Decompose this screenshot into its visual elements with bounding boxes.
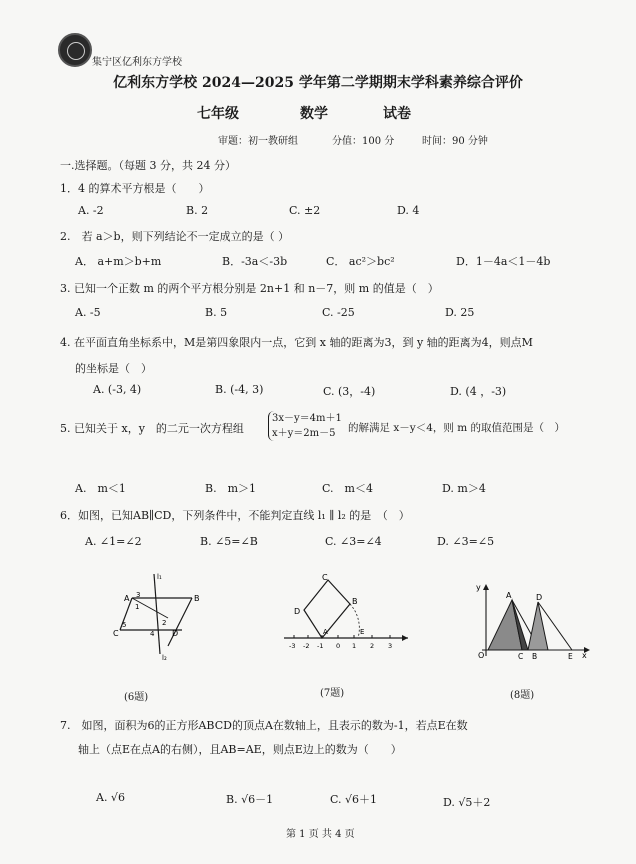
fig6-label-l2: l₂ bbox=[162, 654, 167, 662]
q2-option-d: D．1－4a＜1－4b bbox=[456, 255, 551, 268]
figure-8-caption: (8题) bbox=[510, 690, 535, 701]
question-2: 2. 若 a＞b，则下列结论不一定成立的是（ ） bbox=[60, 230, 290, 243]
paper-label: 试卷 bbox=[383, 106, 411, 122]
school-logo bbox=[58, 33, 92, 67]
q6-option-d: D. ∠3=∠5 bbox=[437, 535, 495, 548]
q1-option-d: D. 4 bbox=[397, 204, 420, 217]
q6-option-b: B. ∠5=∠B bbox=[200, 535, 258, 548]
fig6-label-3: 3 bbox=[136, 591, 141, 599]
fig7-tick-0: 0 bbox=[336, 642, 341, 650]
figure-8 bbox=[474, 582, 592, 662]
equation-1: 3x－y＝4m＋1 bbox=[272, 413, 342, 424]
q5-option-c: C. m＜4 bbox=[322, 482, 373, 495]
reviewer: 审题：初一教研组 bbox=[218, 136, 298, 147]
fig6-label-c: C bbox=[113, 629, 119, 638]
fig7-label-d: D bbox=[294, 607, 301, 616]
q2-option-a: A． a+m＞b+m bbox=[75, 255, 162, 268]
fig7-label-c: C bbox=[322, 573, 328, 582]
question-5-suffix: 的解满足 x－y＜4，则 m 的取值范围是（ ） bbox=[348, 422, 566, 434]
fig7-tick-neg2: -2 bbox=[303, 642, 310, 650]
fig6-label-a: A bbox=[124, 594, 130, 603]
q6-option-a: A. ∠1=∠2 bbox=[85, 535, 142, 548]
fig6-label-1: 1 bbox=[135, 603, 140, 611]
question-4: 4. 在平面直角坐标系中，M是第四象限内一点，它到 x 轴的距离为3，到 y 轴的距离为4，则点M bbox=[60, 336, 533, 349]
fig7-tick-2: 2 bbox=[370, 642, 375, 650]
fig7-tick-3: 3 bbox=[388, 642, 393, 650]
q2-option-b: B．-3a＜-3b bbox=[222, 255, 288, 268]
section-title: 一.选择题。（每题 3 分，共 24 分） bbox=[60, 159, 236, 172]
fig8-label-x: x bbox=[582, 651, 587, 660]
question-1: 1．4 的算术平方根是（ ） bbox=[60, 182, 210, 195]
grade: 七年级 bbox=[197, 106, 239, 122]
fig8-label-a: A bbox=[506, 591, 512, 600]
fig8-label-o: O bbox=[478, 651, 485, 660]
q4-option-a: A. (-3, 4) bbox=[93, 383, 142, 396]
q4-option-b: B. (-4, 3) bbox=[215, 383, 264, 396]
q5-option-b: B. m＞1 bbox=[205, 482, 257, 495]
figure-7 bbox=[282, 572, 412, 652]
fig7-label-b: B bbox=[352, 597, 358, 606]
fig7-tick-neg3: -3 bbox=[289, 642, 296, 650]
score: 分值：100 分 bbox=[332, 136, 395, 147]
q5-option-a: A. m＜1 bbox=[75, 482, 126, 495]
fig6-label-5: 5 bbox=[122, 621, 127, 629]
q4-option-c: C. (3，-4) bbox=[323, 385, 376, 398]
equation-system bbox=[268, 411, 342, 441]
question-6: 6．如图，已知AB∥CD，下列条件中，不能判定直线 l₁ ∥ l₂ 的是 （ ） bbox=[60, 509, 410, 522]
time-limit: 时间：90 分钟 bbox=[422, 136, 488, 147]
fig6-label-4: 4 bbox=[150, 630, 155, 638]
figure-6-caption: (6题) bbox=[124, 692, 149, 703]
fig7-tick-1: 1 bbox=[352, 642, 357, 650]
q7-option-a: A. √6 bbox=[96, 791, 125, 804]
q3-option-b: B. 5 bbox=[205, 306, 228, 319]
equation-2: x＋y＝2m－5 bbox=[272, 428, 336, 439]
q3-option-a: A. -5 bbox=[75, 306, 101, 319]
fig6-label-l1: l₁ bbox=[157, 573, 162, 581]
subject: 数学 bbox=[300, 106, 328, 122]
q4-option-d: D. (4 ，-3) bbox=[450, 385, 507, 398]
q7-option-c: C. √6＋1 bbox=[330, 793, 378, 806]
q7-option-d: D. √5＋2 bbox=[443, 796, 491, 809]
question-7-line2: 轴上（点E在点A的右侧），且AB=AE，则点E边上的数为（ ） bbox=[78, 743, 402, 756]
school-logo-text: 集宁区亿利东方学校 bbox=[92, 57, 182, 68]
page-number: 第 1 页 共 4 页 bbox=[286, 829, 355, 840]
fig6-label-b: B bbox=[194, 594, 200, 603]
q5-option-d: D. m＞4 bbox=[442, 482, 486, 495]
q1-option-c: C. ±2 bbox=[289, 204, 321, 217]
fig8-label-d: D bbox=[536, 593, 543, 602]
fig6-label-d: D bbox=[172, 629, 179, 638]
question-4-line2: 的坐标是（ ） bbox=[75, 362, 152, 375]
q2-option-c: C． ac²＞bc² bbox=[326, 255, 395, 268]
fig8-label-b: B bbox=[532, 652, 538, 661]
fig8-label-c: C bbox=[518, 652, 524, 661]
exam-title: 亿利东方学校 2024—2025 学年第二学期期末学科素养综合评价 bbox=[113, 75, 523, 91]
figure-7-caption: (7题) bbox=[320, 688, 345, 699]
fig7-label-a: A bbox=[323, 628, 328, 636]
q3-option-d: D. 25 bbox=[445, 306, 475, 319]
q3-option-c: C. -25 bbox=[322, 306, 355, 319]
question-7: 7. 如图，面积为6的正方形ABCD的顶点A在数轴上，且表示的数为-1，若点E在数 bbox=[60, 719, 468, 732]
fig7-label-e: E bbox=[360, 628, 365, 636]
fig8-label-y: y bbox=[476, 583, 481, 592]
fig8-label-e: E bbox=[568, 652, 573, 661]
fig7-tick-neg1: -1 bbox=[317, 642, 324, 650]
q1-option-b: B. 2 bbox=[186, 204, 209, 217]
question-5-prefix: 5. 已知关于 x，y 的二元一次方程组 bbox=[60, 422, 244, 435]
fig6-label-2: 2 bbox=[162, 619, 167, 627]
q1-option-a: A. -2 bbox=[78, 204, 104, 217]
question-3: 3. 已知一个正数 m 的两个平方根分别是 2n+1 和 n－7，则 m 的值是（ ） bbox=[60, 282, 439, 295]
q6-option-c: C. ∠3=∠4 bbox=[325, 535, 382, 548]
figure-6 bbox=[110, 570, 210, 662]
q7-option-b: B. √6－1 bbox=[226, 793, 274, 806]
